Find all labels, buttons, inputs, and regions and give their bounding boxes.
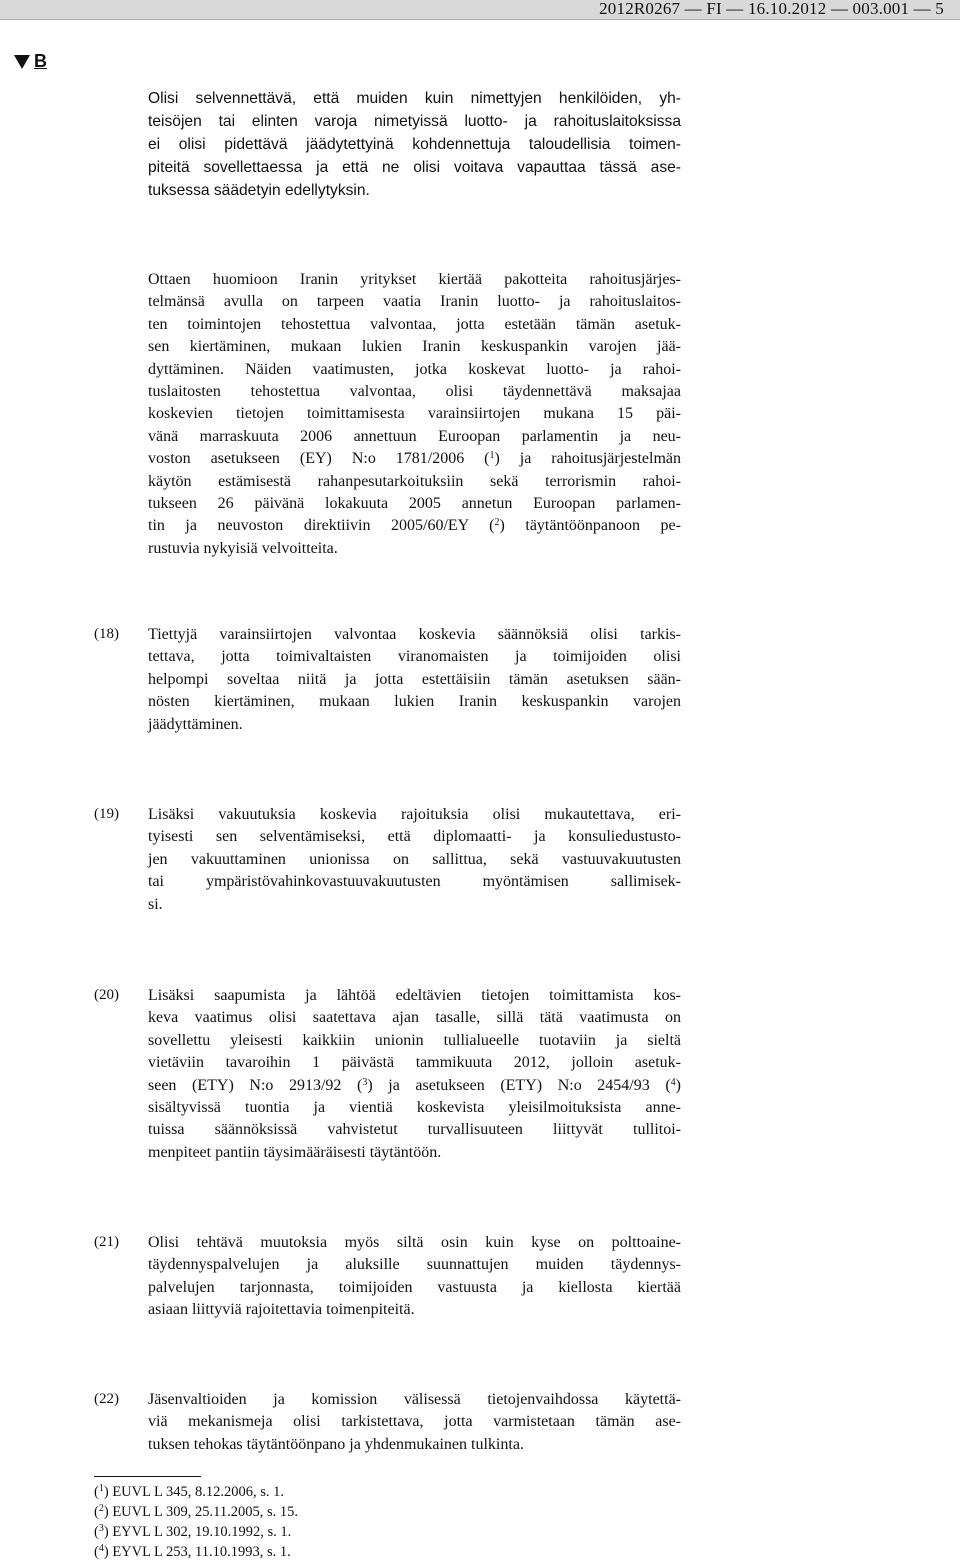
text-line: rustuvia nykyisiä velvoitteita.: [148, 539, 338, 557]
text-line: sen kiertäminen, mukaan lukien Iranin keskuspankin varojen jää-: [148, 338, 681, 356]
text-line: voston asetukseen (EY) N:o 1781/2006 ($^1$) ja rahoitusjärjestelmän: [148, 450, 682, 468]
marker-label: B: [34, 51, 47, 71]
text-line: keva vaatimus olisi saatettava ajan tasalle, sillä tätä vaatimusta on: [148, 1009, 681, 1027]
text-line: asiaan liittyviä rajoitettavia toimenpiteitä.: [148, 1301, 415, 1319]
text-line: vietäviin tavaroihin 1 päivästä tammikuuta 2012, jolloin asetuk-: [148, 1054, 681, 1072]
document-reference: 2012R0267 — FI — 16.10.2012 — 003.001 — 5: [599, 0, 944, 18]
recital-number: (20): [94, 987, 119, 1003]
text-line: jen vakuuttaminen unionissa on sallittua, sekä vastuuvakuutusten: [148, 850, 681, 868]
text-line: tuksessa säädetyin edellytyksin.: [148, 182, 370, 199]
footnote-ref: 3: [362, 1076, 368, 1088]
text-line: sisältyvissä tuontia ja vientiä koskevista yleisilmoituksista anne-: [148, 1099, 681, 1117]
text-line: Tiettyjä varainsiirtojen valvontaa koskevia säännöksiä olisi tarkis-: [148, 626, 681, 643]
recital-paragraph: [148, 1389, 681, 1456]
footnote: ($^4$) EYVL L 253, 11.10.1993, s. 1.: [94, 1543, 291, 1560]
recital-paragraph: [148, 87, 681, 202]
text-line: dyttäminen. Näiden vaatimusten, jotka koskevat luotto- ja rahoi-: [148, 360, 681, 378]
text-line: teisöjen tai elinten varoja nimetyissä luotto- ja rahoituslaitoksissa: [148, 113, 681, 130]
recital-paragraph: [148, 1232, 681, 1322]
text-line: tyisesti sen selventämiseksi, että diplomaatti- ja konsuliedustusto-: [148, 828, 681, 846]
text-line: piteitä sovellettaessa ja että ne olisi voitava vapauttaa tässä ase-: [148, 159, 681, 176]
recital-paragraph: [148, 804, 681, 916]
text-line: viä mekanismeja olisi tarkistettava, jotta varmistetaan tämän ase-: [148, 1413, 681, 1431]
recital-paragraph: [148, 985, 681, 1164]
text-line: Jäsenvaltioiden ja komission välisessä tietojenvaihdossa käytettä-: [148, 1391, 681, 1408]
text-line: tin ja neuvoston direktiivin 2005/60/EY ($^2$) täytäntöönpanoon pe-: [148, 517, 681, 535]
text-line: tettava, jotta toimivaltaisten viranomaisten ja toimijoiden olisi: [148, 648, 681, 666]
text-line: vänä marraskuuta 2006 annettuun Euroopan parlamentin ja neu-: [148, 427, 681, 445]
amendment-marker: [14, 51, 47, 72]
footnote: ($^1$) EUVL L 345, 8.12.2006, s. 1.: [94, 1483, 285, 1500]
recital-number: (22): [94, 1391, 119, 1407]
text-line: ten toimintojen tehostettua valvontaa, jotta estetään tämän asetuk-: [148, 315, 681, 333]
recital-paragraph: [148, 269, 681, 560]
footnote: ($^2$) EUVL L 309, 25.11.2005, s. 15.: [94, 1503, 298, 1520]
document-header-bar: [0, 0, 960, 20]
text-line: Olisi tehtävä muutoksia myös siltä osin kuin kyse on polttoaine-: [148, 1234, 681, 1251]
text-line: ei olisi pidettävä jäädytettyinä kohdennettuja taloudellisia toimen-: [148, 136, 681, 153]
footnote-separator: [94, 1476, 201, 1477]
footnote-ref: 1: [489, 450, 495, 462]
text-line: tuslaitosten tehostettua valvontaa, olisi täydennettävä maksajaa: [148, 383, 681, 401]
recital-number: (21): [94, 1234, 119, 1250]
text-line: tuksen tehokas täytäntöönpano ja yhdenmukainen tulkinta.: [148, 1435, 524, 1453]
footnote: ($^3$) EYVL L 302, 19.10.1992, s. 1.: [94, 1523, 292, 1540]
text-line: menpiteet pantiin täysimääräisesti täytäntöön.: [148, 1143, 442, 1161]
footnote-ref: 4: [670, 1076, 676, 1088]
footnote-ref: 2: [494, 517, 500, 529]
recital-paragraph: [148, 624, 681, 736]
text-line: helpompi soveltaa niitä ja jotta estettäisiin tämän asetuksen sään-: [148, 670, 681, 688]
text-line: tuissa säännöksissä vahvistetut turvallisuuteen liittyvät tullitoi-: [148, 1121, 681, 1139]
text-line: si.: [148, 895, 163, 913]
text-line: jäädyttäminen.: [148, 715, 243, 733]
text-line: täydennyspalvelujen ja aluksille suunnattujen muiden täydennys-: [148, 1256, 681, 1274]
text-line: sovellettu yleisesti kaikkiin unionin tullialueelle tuotaviin ja sieltä: [148, 1031, 681, 1049]
recital-number: (19): [94, 806, 119, 822]
text-line: seen (ETY) N:o 2913/92 ($^3$) ja asetukseen (ETY) N:o 2454/93 ($^4$): [148, 1076, 681, 1094]
text-line: palvelujen tarjonnasta, toimijoiden vastuusta ja kiellosta kiertää: [148, 1278, 681, 1296]
text-line: tai ympäristövahinkovastuuvakuutusten myöntämisen sallimisek-: [148, 873, 681, 891]
text-line: Olisi selvennettävä, että muiden kuin nimettyjen henkilöiden, yh-: [148, 90, 681, 107]
triangle-down-icon: [14, 55, 30, 69]
text-line: nösten kiertäminen, mukaan lukien Iranin keskuspankin varojen: [148, 693, 681, 711]
text-line: koskevien tietojen toimittamisesta varainsiirtojen mukana 15 päi-: [148, 405, 681, 423]
text-line: Lisäksi saapumista ja lähtöä edeltävien tietojen toimittamista kos-: [148, 987, 681, 1004]
recital-number: (18): [94, 626, 119, 642]
text-line: telmänsä avulla on tarpeen vaatia Iranin luotto- ja rahoituslaitos-: [148, 293, 681, 311]
text-line: Lisäksi vakuutuksia koskevia rajoituksia olisi mukautettava, eri-: [148, 806, 681, 823]
text-line: tukseen 26 päivänä lokakuuta 2005 annetun Euroopan parlamen-: [148, 495, 681, 513]
text-line: Ottaen huomioon Iranin yritykset kiertää pakotteita rahoitusjärjes-: [148, 271, 681, 288]
text-line: käytön estämisestä rahanpesutarkoituksiin sekä terrorismin rahoi-: [148, 472, 681, 490]
